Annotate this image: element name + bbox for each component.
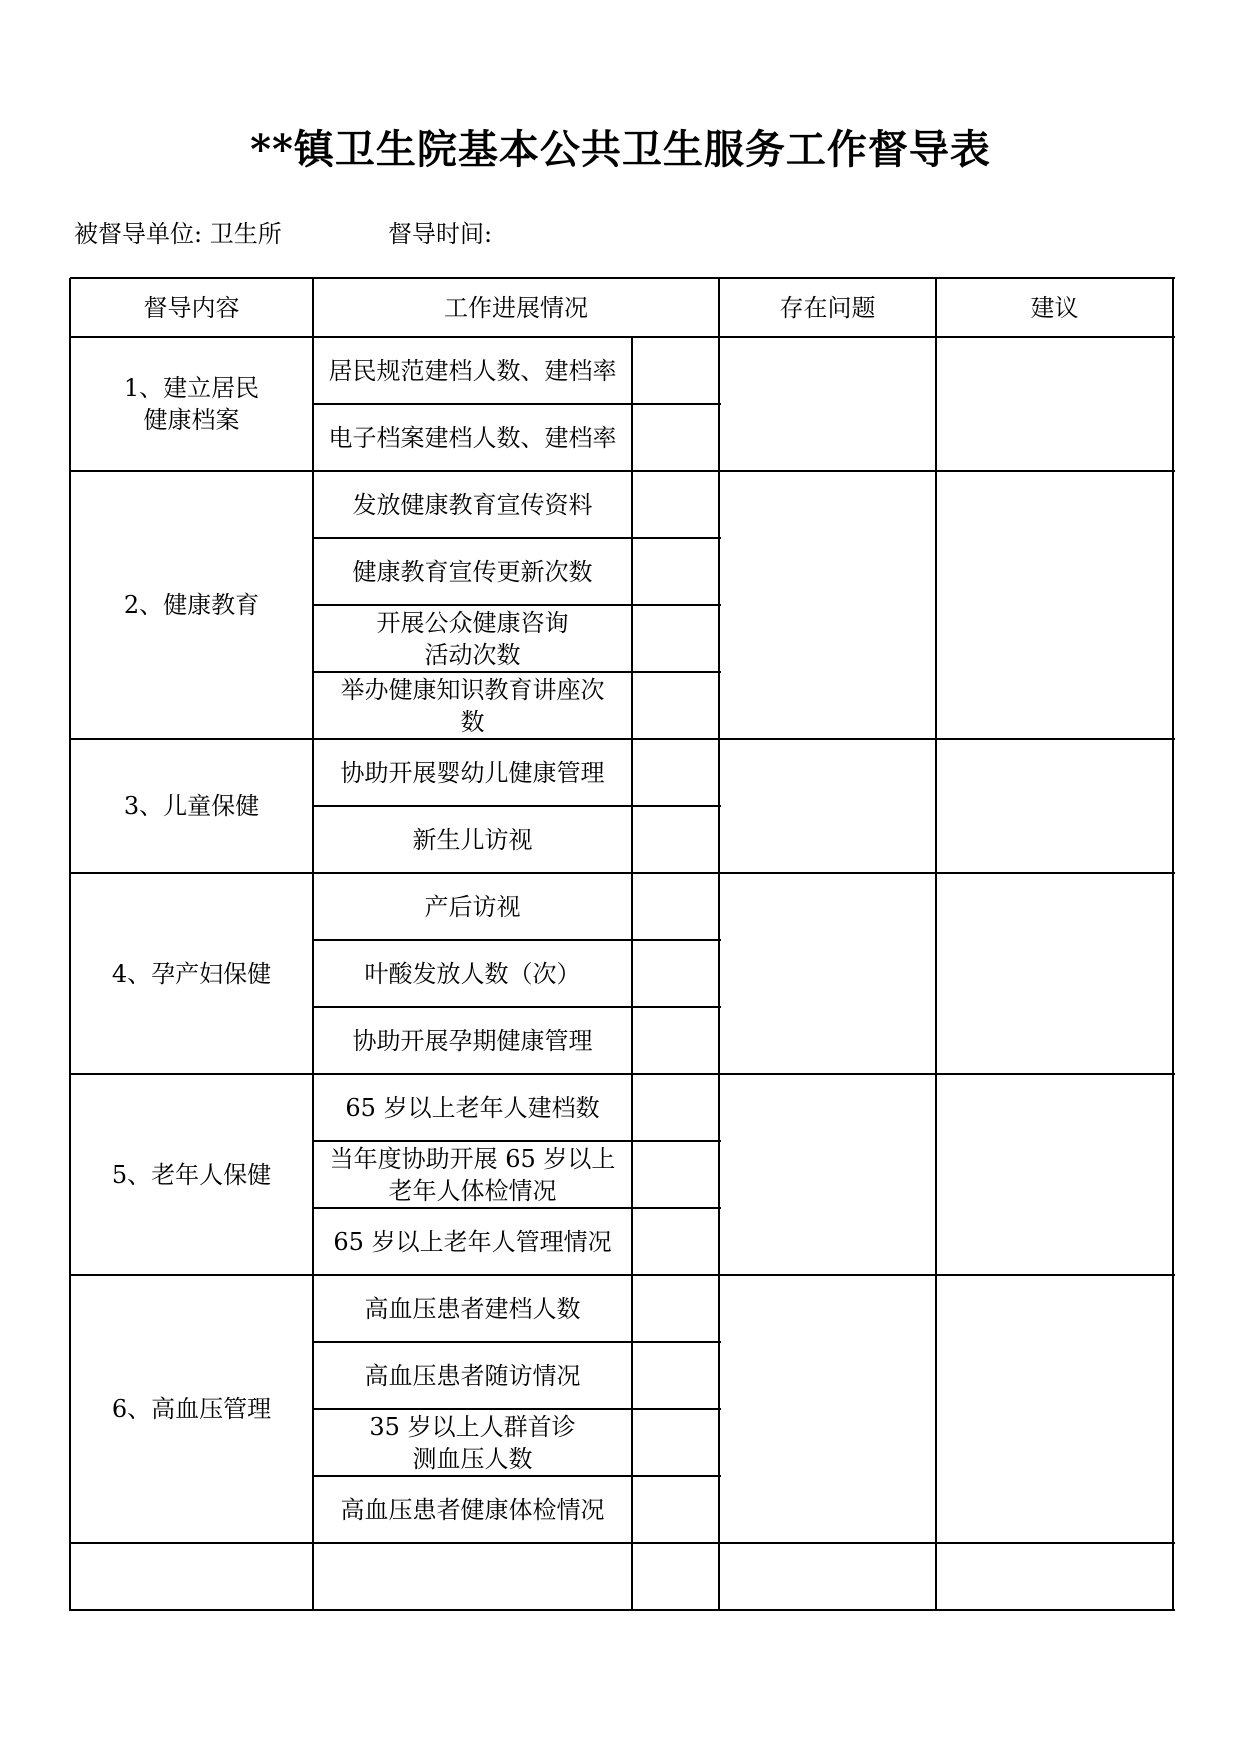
progress-item: 健康教育宣传更新次数 <box>352 557 593 586</box>
table-rule <box>718 278 720 1611</box>
supervised-unit-label: 被督导单位: 卫生所 <box>74 220 282 248</box>
table-rule <box>313 1341 721 1343</box>
supervision-time-label: 督导时间: <box>388 220 493 248</box>
progress-item: 65 岁以上老年人管理情况 <box>333 1227 612 1256</box>
table-rule <box>313 537 721 539</box>
table-rule <box>313 1140 721 1142</box>
table-rule <box>312 278 314 1611</box>
header-progress: 工作进展情况 <box>444 293 588 322</box>
table-rule <box>69 278 71 1611</box>
progress-item: 协助开展婴幼儿健康管理 <box>340 758 605 787</box>
section-name: 6、高血压管理 <box>111 1395 272 1423</box>
progress-item: 产后访视 <box>424 892 521 921</box>
section-name: 3、儿童保健 <box>123 792 260 820</box>
section-name: 1、建立居民 健康档案 <box>123 374 260 434</box>
table-rule <box>313 403 721 405</box>
table-rule <box>313 671 721 673</box>
progress-item: 开展公众健康咨询 活动次数 <box>376 608 569 669</box>
table-rule <box>313 1207 721 1209</box>
progress-item: 当年度协助开展 65 岁以上 老年人体检情况 <box>329 1144 616 1205</box>
table-rule <box>631 337 633 1611</box>
table-rule <box>935 278 937 1611</box>
progress-item: 65 岁以上老年人建档数 <box>345 1093 600 1122</box>
progress-item: 居民规范建档人数、建档率 <box>328 356 617 385</box>
header-content: 督导内容 <box>143 293 240 322</box>
progress-item: 协助开展孕期健康管理 <box>352 1026 593 1055</box>
progress-item: 发放健康教育宣传资料 <box>352 490 593 519</box>
section-name: 2、健康教育 <box>123 591 260 619</box>
table-rule <box>313 939 721 941</box>
table-rule <box>313 1408 721 1410</box>
page-title: **镇卫生院基本公共卫生服务工作督导表 <box>250 126 991 173</box>
table-rule <box>70 1609 1175 1611</box>
table-rule <box>70 1542 1175 1544</box>
section-name: 5、老年人保健 <box>111 1160 272 1189</box>
table-rule <box>313 604 721 606</box>
progress-item: 电子档案建档人数、建档率 <box>328 423 617 452</box>
progress-item: 高血压患者健康体检情况 <box>340 1495 605 1524</box>
progress-item: 新生儿访视 <box>412 825 533 854</box>
table-rule <box>313 1006 721 1008</box>
progress-item: 35 岁以上人群首诊 测血压人数 <box>369 1412 576 1473</box>
progress-item: 高血压患者建档人数 <box>364 1294 581 1323</box>
table-rule <box>70 277 1175 279</box>
table-rule <box>1172 278 1174 1611</box>
header-problems: 存在问题 <box>779 293 876 322</box>
progress-item: 叶酸发放人数（次） <box>364 959 581 988</box>
section-name: 4、孕产妇保健 <box>111 959 272 988</box>
header-advice: 建议 <box>1030 293 1079 322</box>
progress-item: 高血压患者随访情况 <box>364 1361 581 1390</box>
progress-item: 举办健康知识教育讲座次 数 <box>340 675 605 736</box>
table-rule <box>313 805 721 807</box>
table-rule <box>313 1475 721 1477</box>
progress-item <box>313 1543 632 1610</box>
